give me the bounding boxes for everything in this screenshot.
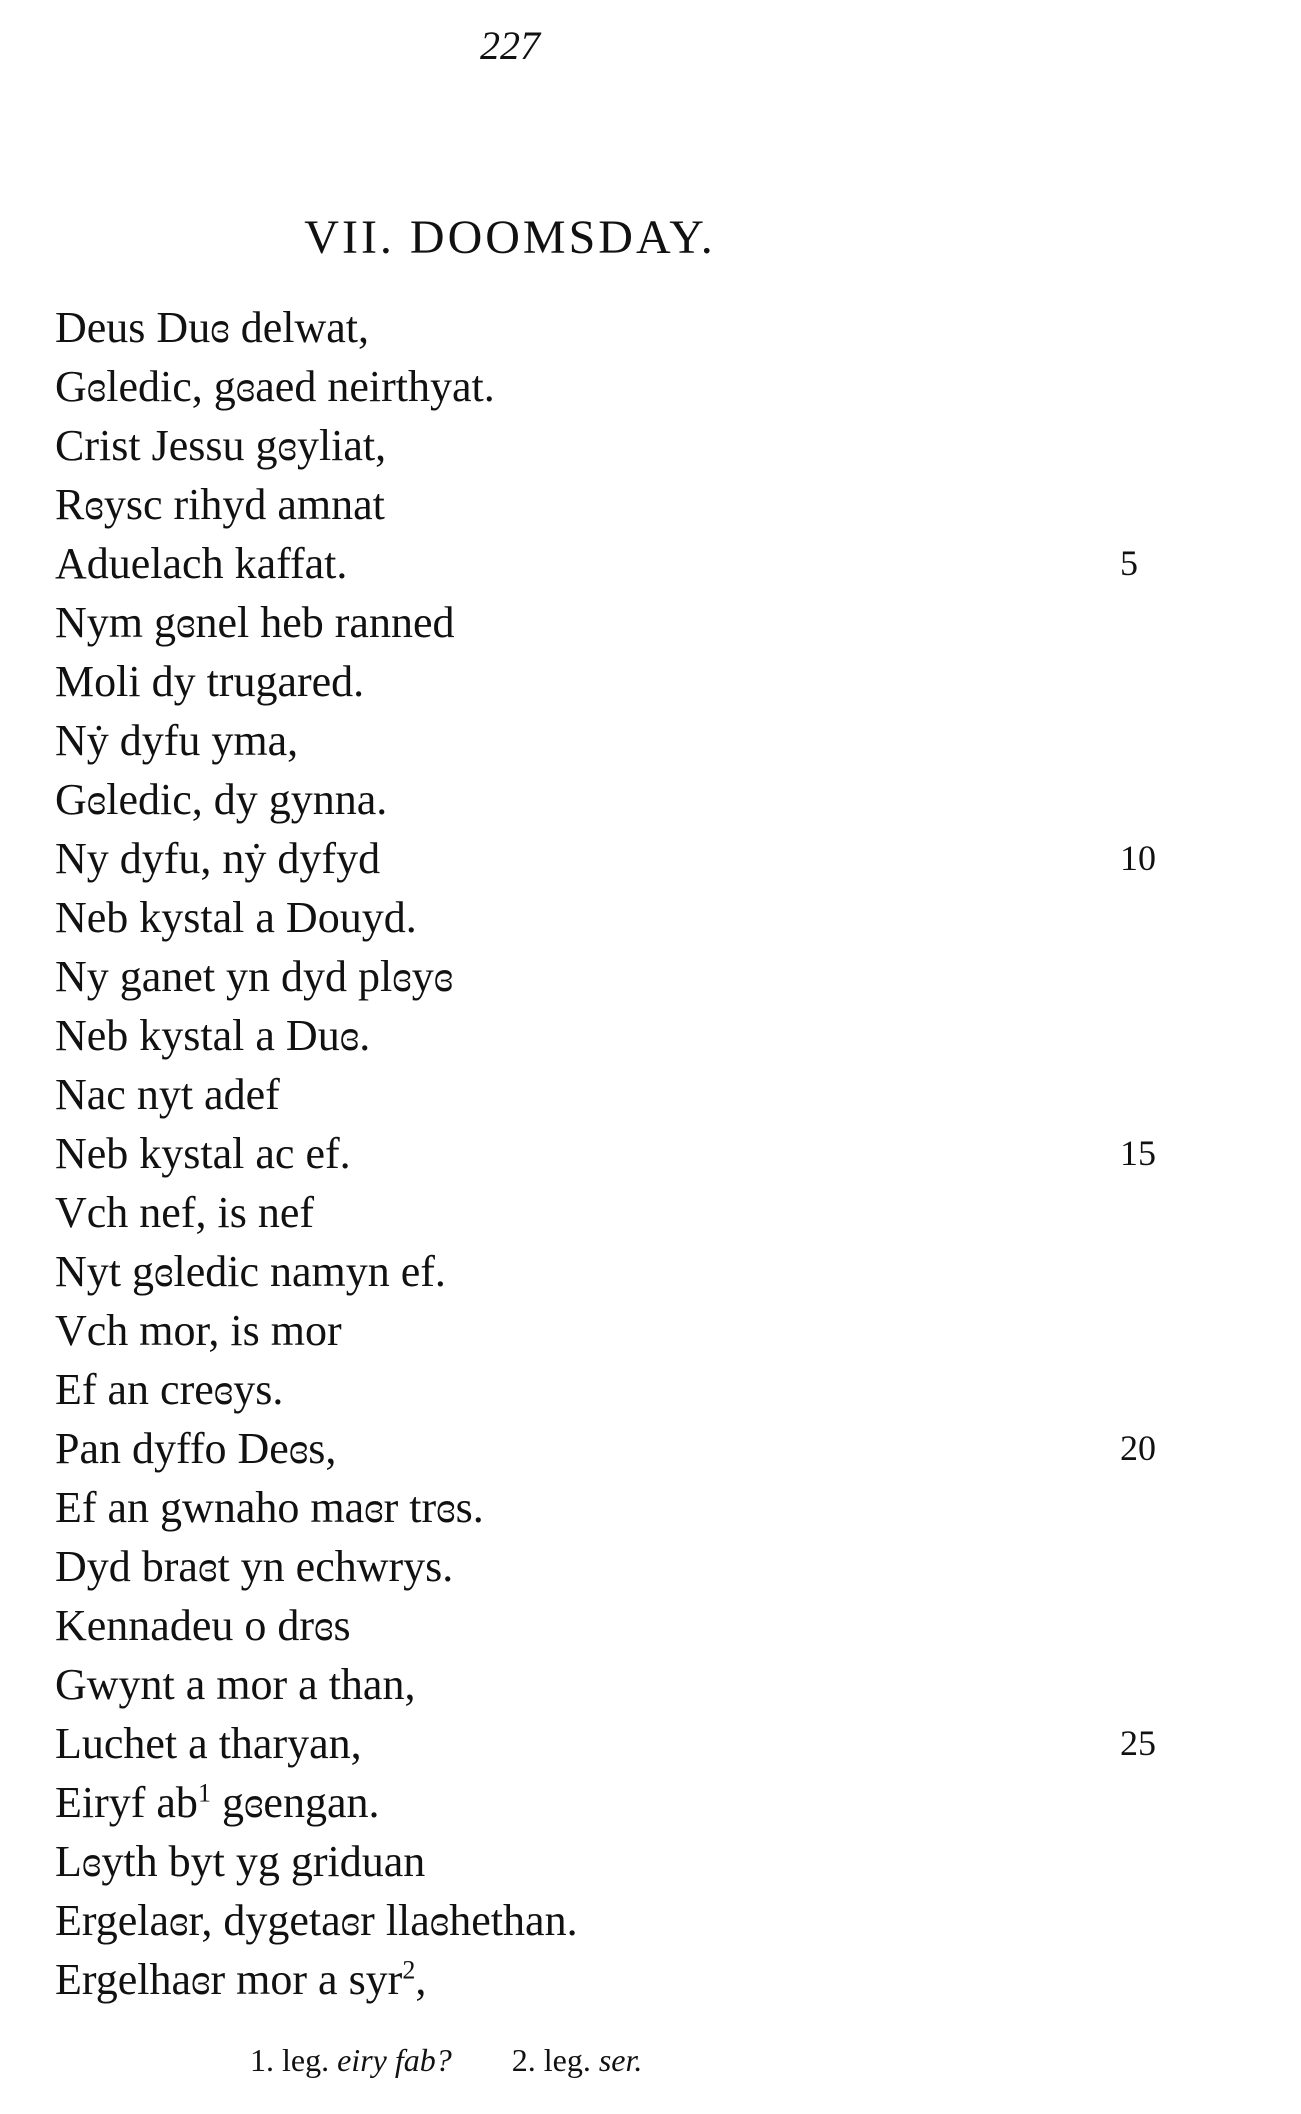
poem-line xyxy=(55,1478,1175,1537)
poem-line xyxy=(55,593,1175,652)
poem-line xyxy=(55,1714,1175,1773)
poem-line xyxy=(55,947,1175,1006)
poem-line-text: Rɞysc rihyd amnat xyxy=(55,480,385,529)
poem-line-text: Dyd braɞt yn echwrys. xyxy=(55,1542,454,1591)
poem-line xyxy=(55,357,1175,416)
poem-line-text: Neb kystal a Douyd. xyxy=(55,893,417,942)
poem-line-text: Ergelaɞr, dygetaɞr llaɞhethan. xyxy=(55,1896,578,1945)
poem-line-text: Deus Duɞ delwat, xyxy=(55,303,369,352)
poem-line-text: Gwynt a mor a than, xyxy=(55,1660,416,1709)
poem-line-text: Gɞledic, gɞaed neirthyat. xyxy=(55,362,495,411)
poem-line xyxy=(55,829,1175,888)
poem-line-text: Vch nef, is nef xyxy=(55,1188,315,1237)
line-number: 25 xyxy=(1120,1723,1156,1763)
poem-line-text: Eiryf $ab^1$ gɞengan. xyxy=(55,1778,380,1827)
line-number: 20 xyxy=(1120,1428,1156,1468)
poem-line-text: Gɞledic, dy gynna. xyxy=(55,775,388,824)
footnote: 1. leg. eiry fab? xyxy=(250,2042,452,2078)
poem-line xyxy=(55,1596,1175,1655)
poem-line-text: Aduelach kaffat. xyxy=(55,539,348,588)
poem-line xyxy=(55,1065,1175,1124)
poem-line-text: Ny ganet yn dyd plɞyɞ xyxy=(55,952,454,1001)
line-number: 10 xyxy=(1120,838,1156,878)
poem-line-text: Ef an gwnaho maɞr trɞs. xyxy=(55,1483,484,1532)
poem-line xyxy=(55,1006,1175,1065)
page-number: 227 xyxy=(480,23,540,68)
poem-line xyxy=(55,1832,1175,1891)
poem-line xyxy=(55,1773,1175,1832)
poem-line xyxy=(55,298,1175,357)
poem-line-text: Nym gɞnel heb ranned xyxy=(55,598,455,647)
poem-line-text: Nac nyt adef xyxy=(55,1070,280,1119)
poem-line-text: Nyt gɞledic namyn ef. xyxy=(55,1247,446,1296)
poem-line-text: Crist Jessu gɞyliat, xyxy=(55,421,387,470)
poem-line xyxy=(55,1183,1175,1242)
poem-line xyxy=(55,534,1175,593)
footnote: 2. leg. ser. xyxy=(511,2042,643,2078)
footnote-marker: 1 xyxy=(197,1778,211,1808)
poem-line-text: Vch mor, is mor xyxy=(55,1306,342,1355)
poem-line xyxy=(55,652,1175,711)
line-number: 15 xyxy=(1120,1133,1156,1173)
poem-line-text: Pan dyffo Deɞs, xyxy=(55,1424,337,1473)
poem-line xyxy=(55,1891,1175,1950)
line-number: 5 xyxy=(1120,543,1138,583)
poem-line-text: Ef an creɞys. xyxy=(55,1365,284,1414)
poem-line-text: Neb kystal ac ef. xyxy=(55,1129,351,1178)
poem-line xyxy=(55,1419,1175,1478)
poem-line xyxy=(55,1124,1175,1183)
poem-line-text: Ergelhaɞr mor a syr$^2$, xyxy=(55,1955,427,2004)
poem-line xyxy=(55,1242,1175,1301)
poem-line-text: Ny dyfu, nẏ dyfyd xyxy=(55,834,381,883)
poem-line-text: Neb kystal a Duɞ. xyxy=(55,1011,371,1060)
poem-line-text: Lɞyth byt yg griduan xyxy=(55,1837,426,1886)
poem-title: VII. DOOMSDAY. xyxy=(304,211,716,264)
poem-line xyxy=(55,416,1175,475)
poem-line xyxy=(55,770,1175,829)
poem-line xyxy=(55,1950,1175,2009)
poem-line xyxy=(55,1301,1175,1360)
poem-line-text: Moli dy trugared. xyxy=(55,657,365,706)
poem-line xyxy=(55,711,1175,770)
poem-line-text: Luchet a tharyan, xyxy=(55,1719,362,1768)
poem-line xyxy=(55,888,1175,947)
poem-line-text: Kennadeu o drɞs xyxy=(55,1601,351,1650)
poem-body xyxy=(55,298,1175,2009)
poem-line-text: Nẏ dyfu yma, xyxy=(55,716,299,765)
poem-line xyxy=(55,475,1175,534)
poem-line xyxy=(55,1655,1175,1714)
footnotes xyxy=(250,2042,702,2079)
footnote-marker: 2 xyxy=(402,1955,416,1985)
poem-line xyxy=(55,1537,1175,1596)
poem-line xyxy=(55,1360,1175,1419)
